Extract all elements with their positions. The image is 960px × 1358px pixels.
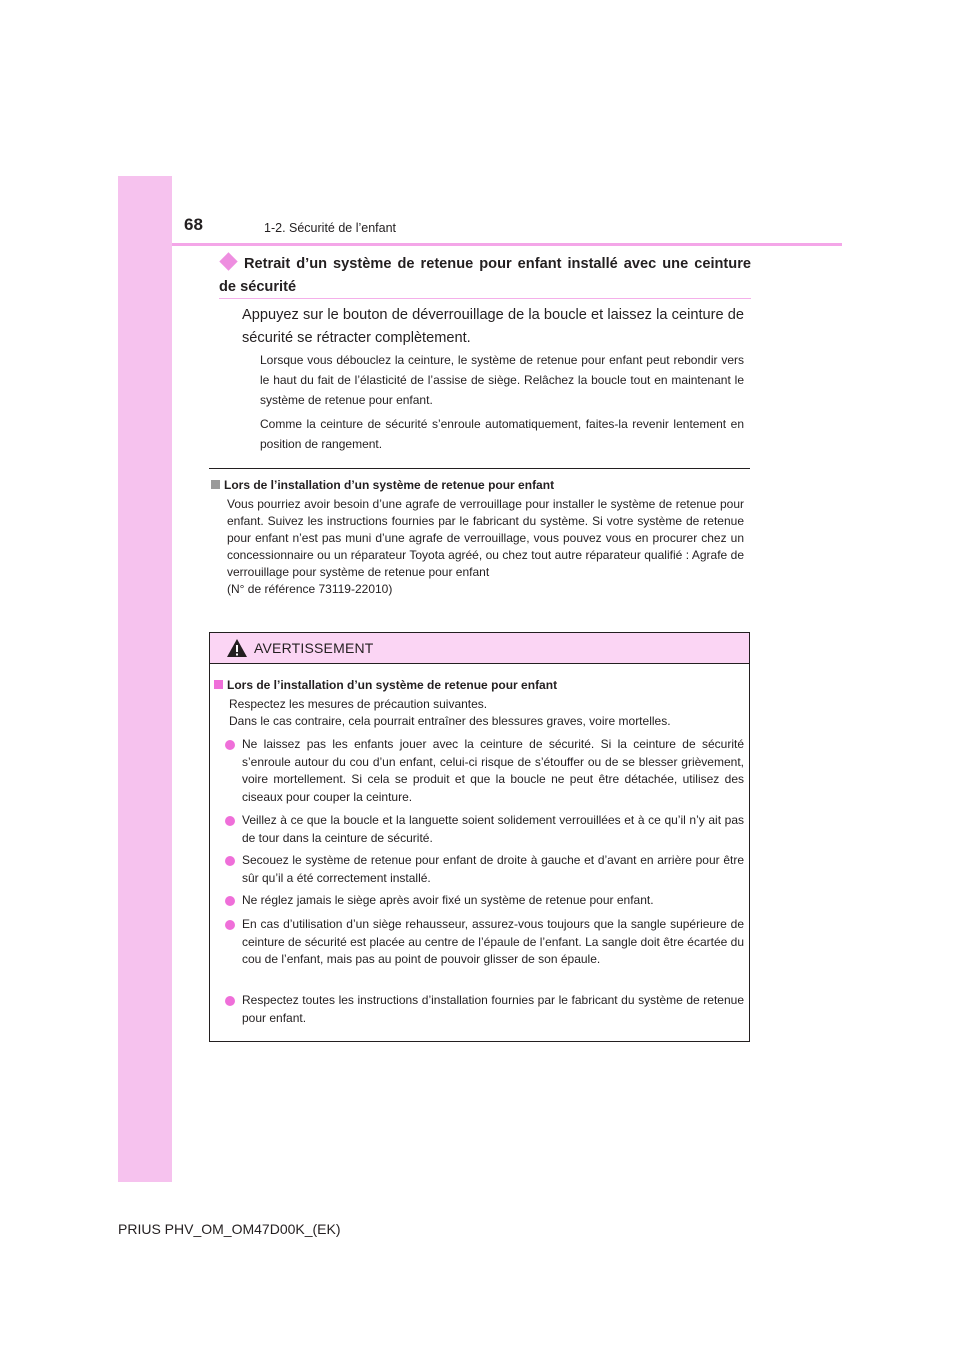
bullet-dot-icon	[225, 996, 235, 1006]
warning-subheading-text: Lors de l’installation d’un système de retenue pour enfant	[227, 678, 558, 692]
warning-bullet	[224, 852, 744, 887]
diamond-icon	[219, 252, 237, 270]
info-heading	[211, 477, 554, 494]
footer-doc-id: PRIUS PHV_OM_OM47D00K_(EK)	[118, 1221, 341, 1237]
warning-box	[209, 632, 750, 1042]
info-heading-text: Lors de l’installation d’un système de retenue pour enfant	[224, 478, 555, 492]
warning-bullet	[224, 812, 744, 847]
bullet-dot-icon	[225, 920, 235, 930]
page-number: 68	[184, 215, 203, 234]
warning-bullet-text: Secouez le système de retenue pour enfant de droite à gauche et d’avant en arrière pour être sûr qu’il a été correctement installé.	[242, 853, 744, 885]
warning-bullet	[224, 892, 744, 910]
info-reference: (N° de référence 73119-22010)	[227, 582, 393, 596]
section-heading	[219, 253, 751, 299]
bullet-dot-icon	[225, 896, 235, 906]
info-body	[227, 496, 744, 598]
warning-subheading	[214, 677, 557, 694]
section-heading-text: Retrait d’un système de retenue pour enfant installé avec une ceinture de sécurité	[219, 256, 751, 295]
warning-bullet-text: Veillez à ce que la boucle et la languette soient solidement verrouillées et à ce qu’il n’y ait pas de tour dans la ceinture de sécurité.	[242, 813, 744, 845]
warning-bullet-text: Respectez toutes les instructions d’installation fournies par le fabricant du système de retenue pour enfant.	[242, 993, 744, 1025]
gray-square-icon	[211, 480, 220, 489]
header-rule	[172, 243, 842, 246]
warning-bullet	[224, 736, 744, 806]
warning-intro	[229, 696, 744, 730]
info-paragraph: Vous pourriez avoir besoin d’une agrafe de verrouillage pour installer le système de retenue pour enfant. Suivez les instructions fournies par le fabricant du système. Si votre système de retenue pour enfant n’est pas muni d’une agrafe de verrouillage, vous pouvez vous en procurer chez un concessionnaire ou un réparateur Toyota agréé, ou chez tout autre réparateur qualifié : Agrafe de verrouillage pour système de retenue pour enfant	[227, 497, 744, 579]
heading-underline	[219, 298, 751, 299]
pink-square-icon	[214, 680, 223, 689]
note-rebound: Lorsque vous débouclez la ceinture, le système de retenue pour enfant peut rebondir vers le haut du fait de l’élasticité de l’assise de siège. Relâchez la boucle tout en maintenant le système de retenue pour enfant.	[260, 353, 744, 407]
warning-bullet-text: Ne laissez pas les enfants jouer avec la ceinture de sécurité. Si la ceinture de sécurité s’enroule autour du cou d’un enfant, celui-ci risque de s’étouffer ou de se blesser grièvement, voire mortellement. Si cela se produit et que la boucle ne peut être détachée, utilisez des ciseaux pour couper la ceinture.	[242, 737, 744, 804]
warning-header	[210, 633, 749, 664]
side-tab-band	[118, 176, 172, 1182]
warning-bullet-text: Ne réglez jamais le siège après avoir fixé un système de retenue pour enfant.	[242, 893, 654, 907]
bullet-dot-icon	[225, 740, 235, 750]
breadcrumb: 1-2. Sécurité de l’enfant	[264, 221, 397, 235]
step-instruction: Appuyez sur le bouton de déverrouillage de la boucle et laissez la ceinture de sécurité se rétracter complètement.	[242, 307, 744, 346]
warning-title: AVERTISSEMENT	[254, 640, 374, 656]
warning-intro-line: Respectez les mesures de précaution suivantes.	[229, 697, 488, 711]
bullet-dot-icon	[225, 856, 235, 866]
warning-bullet	[224, 992, 744, 1027]
warning-intro-line: Dans le cas contraire, cela pourrait entraîner des blessures graves, voire mortelles.	[229, 714, 671, 728]
note-retract: Comme la ceinture de sécurité s’enroule automatiquement, faites-la revenir lentement en position de rangement.	[260, 417, 744, 451]
warning-triangle-icon	[226, 638, 248, 658]
section-divider	[209, 468, 750, 469]
warning-bullet	[224, 916, 744, 969]
bullet-dot-icon	[225, 816, 235, 826]
warning-bullet-text: En cas d’utilisation d’un siège rehausseur, assurez-vous toujours que la sangle supérieure de ceinture de sécurité est placée au centre de l’épaule de l’enfant. La sangle doit être écartée du cou de l’enfant, mais pas au point de pouvoir glisser de son épaule.	[242, 917, 744, 966]
